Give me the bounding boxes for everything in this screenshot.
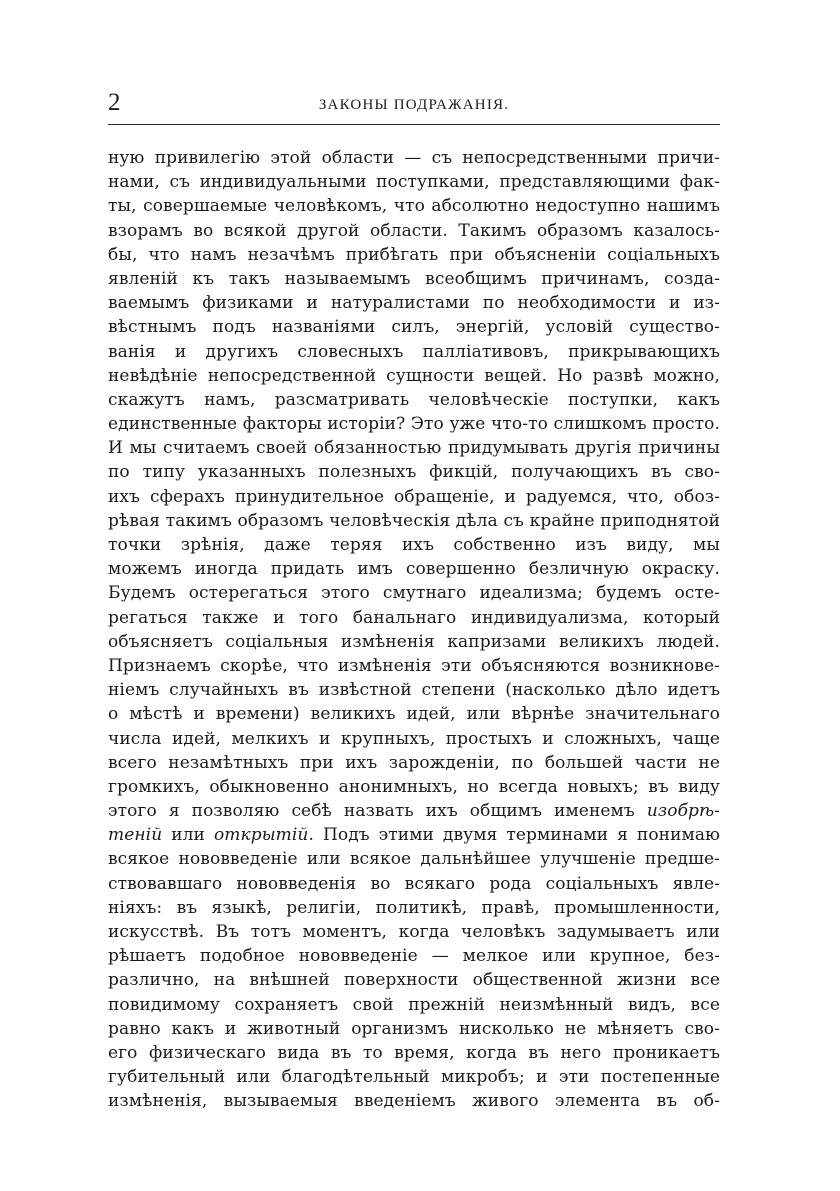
text-line-with-italic (108, 799, 720, 823)
text-line: ихъ сферахъ принудительное обращеніе, и радуемся, что, обоз- (108, 486, 720, 507)
body-text (108, 146, 720, 1114)
text-line: скажутъ намъ, разсматривать человѣческіе поступки, какъ (108, 389, 720, 410)
text-line: ты, совершаемые человѣкомъ, что абсолютно недоступно нашимъ (108, 196, 720, 217)
header-rule (108, 124, 720, 125)
text-line: ную привилегію этой области — съ непосредственными причи- (108, 148, 720, 168)
text-line: о мѣстѣ и времени) великихъ идей, или вѣрнѣе значительнаго (108, 704, 720, 725)
text-line: бы, что намъ незачѣмъ прибѣгать при объясненіи соціальныхъ (108, 244, 720, 265)
text-line: всего незамѣтныхъ при ихъ зарожденіи, по большей части не (108, 752, 720, 773)
text-line: И мы считаемъ своей обязанностью придумывать другія причины (108, 438, 720, 459)
text-line: взорамъ во всякой другой области. Такимъ образомъ казалось- (108, 220, 720, 241)
text-line: рѣвая такимъ образомъ человѣческія дѣла съ крайне приподнятой (108, 510, 720, 531)
text-segment: этого я позволяю себѣ назвать ихъ общимъ именемъ (108, 801, 635, 822)
text-line: регаться также и того банальнаго индивидуализма, который (108, 607, 720, 628)
text-line: равно какъ и животный организмъ нисколько не мѣняетъ сво- (108, 1018, 720, 1039)
text-segment: . Подъ этими двумя терминами я понимаю (308, 825, 720, 846)
text-line: Будемъ остерегаться этого смутнаго идеализма; будемъ осте- (108, 583, 720, 604)
text-line: рѣшаетъ подобное нововведеніе — мелкое или крупное, без- (108, 946, 720, 967)
text-line: числа идей, мелкихъ и крупныхъ, простыхъ и сложныхъ, чаще (108, 728, 720, 749)
text-line (108, 823, 720, 847)
text-line: ваемымъ физиками и натуралистами по необходимости и из- (108, 293, 720, 314)
text-line: всякое нововведеніе или всякое дальнѣйшее улучшеніе предше- (108, 849, 720, 870)
italic-term-inventions: изобрѣ- (646, 801, 720, 822)
italic-term-discoveries: открытій (213, 825, 309, 846)
text-line: невѣдѣніе непосредственной сущности вещей. Но развѣ можно, (108, 365, 720, 386)
page-number: 2 (108, 89, 121, 116)
text-line: искусствѣ. Въ тотъ моментъ, когда человѣкъ задумываетъ или (108, 922, 720, 942)
text-line: по типу указанныхъ полезныхъ фикцій, получающихъ въ сво- (108, 462, 720, 483)
text-line: можемъ иногда придать имъ совершенно безличную окраску. (108, 559, 720, 580)
text-line: явленій къ такъ называемымъ всеобщимъ причинамъ, созда- (108, 268, 720, 289)
text-segment: или (162, 825, 214, 846)
text-line: объясняетъ соціальныя измѣненія капризами великихъ людей. (108, 631, 720, 652)
text-line: вѣстнымъ подъ названіями силъ, энергій, условій существо- (108, 317, 720, 338)
text-line: ніяхъ: въ языкѣ, религіи, политикѣ, правѣ, промышленности, (108, 897, 720, 918)
text-line: губительный или благодѣтельный микробъ; и эти постепенные (108, 1067, 720, 1088)
text-line: Признаемъ скорѣе, что измѣненія эти объясняются возникнове- (108, 655, 720, 676)
text-line: единственные факторы исторіи? Это уже что-то слишкомъ просто. (108, 414, 720, 435)
running-title: ЗАКОНЫ ПОДРАЖАНІЯ. (318, 97, 510, 113)
text-line: громкихъ, обыкновенно анонимныхъ, но всегда новыхъ; въ виду (108, 776, 720, 797)
text-line: ванія и другихъ словесныхъ палліативовъ, прикрывающихъ (108, 341, 720, 362)
text-line: нами, съ индивидуальными поступками, представляющими фак- (108, 172, 720, 193)
text-line: повидимому сохраняетъ свой прежній неизмѣнный видъ, все (108, 994, 720, 1015)
text-line: различно, на внѣшней поверхности общественной жизни все (108, 970, 720, 991)
italic-term-inventions: теній (108, 825, 163, 846)
page-header (108, 88, 720, 120)
text-line: ніемъ случайныхъ въ извѣстной степени (насколько дѣло идетъ (108, 680, 720, 701)
text-line: измѣненія, вызываемыя введеніемъ живого элемента въ об- (108, 1091, 720, 1112)
text-line: ствовавшаго нововведенія во всякаго рода соціальныхъ явле- (108, 873, 720, 894)
text-line: его физическаго вида въ то время, когда въ него проникаетъ (108, 1042, 720, 1063)
text-line: точки зрѣнія, даже теряя ихъ собственно изъ виду, мы (108, 535, 720, 555)
